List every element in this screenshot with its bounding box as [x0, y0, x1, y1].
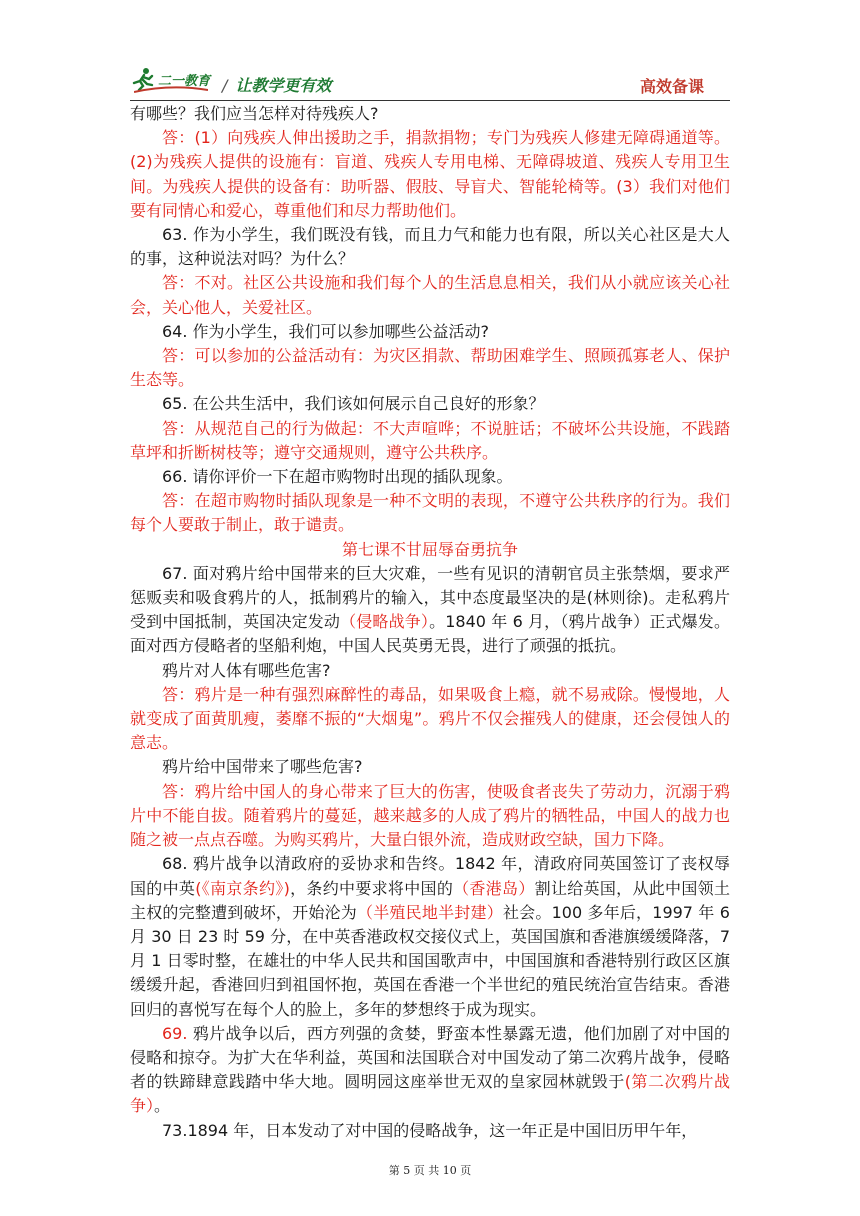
text-run: （侵略战争） [340, 612, 430, 632]
text-run: 答：(1）向残疾人伸出援助之手，捐款捐物；专门为残疾人修建无障碍通道等。(2)为残疾人提供的设施有：盲道、残疾人专用电梯、无障碍坡道、残疾人专用卫生间。为残疾人提供的设备有：助听器、假肢、导盲犬、智能轮椅等。(3）我们对他们要有同情心和爱心，尊重他们和尽力帮助他们。 [130, 128, 730, 220]
text-run: 答：鸦片是一种有强烈麻醉性的毒品，如果吸食上瘾，就不易戒除。慢慢地，人就变成了面黄肌瘦，萎靡不振的“大烟鬼”。鸦片不仅会摧残人的健康，还会侵蚀人的意志。 [130, 684, 730, 753]
slogan-slash: / [222, 76, 228, 95]
answer-paragraph [130, 683, 730, 756]
text-run: 鸦片战争以后，西方列强的贪婪，野蛮本性暴露无遗，他们加剧了对中国的侵略和掠夺。为扩大在华利益，英国和法国联合对中国发动了第二次鸦片战争，侵略者的铁蹄肆意践踏中华大地。圆明园这座举世无双的皇家园林就毁于 [130, 1023, 730, 1092]
text-run: （半殖民地半封建） [357, 902, 503, 922]
question-paragraph [130, 392, 730, 416]
question-paragraph [130, 755, 730, 779]
text-run: (《南京条约》) [195, 878, 290, 898]
answer-paragraph [130, 417, 730, 465]
answer-paragraph [130, 126, 730, 223]
text-run: 割让给英国，从此中国领土主权的完整遭到破坏，开始沦为 [130, 878, 730, 922]
text-run: 67. 面对鸦片给中国带来的巨大灾难，一些有见识的清朝官员主张禁烟，要求严惩贩卖和吸食鸦片的人，抵制鸦片的输入，其中态度最坚决的是(林则徐)。走私鸦片受到中国抵制，英国决定发动 [130, 563, 730, 632]
slogan-text: 让教学更有效 [235, 76, 332, 95]
answer-paragraph [130, 489, 730, 537]
question-paragraph [130, 1022, 730, 1119]
text-run: 鸦片对人体有哪些危害? [162, 660, 331, 680]
text-run: 69. [162, 1023, 188, 1043]
text-run: 答：可以参加的公益活动有：为灾区捐款、帮助困难学生、照顾孤寡老人、保护生态等。 [130, 346, 730, 390]
question-paragraph [130, 223, 730, 271]
question-paragraph [130, 659, 730, 683]
text-run: 答：在超市购物时插队现象是一种不文明的表现，不遵守公共秩序的行为。我们每个人要敢于制止，敢于谴责。 [130, 491, 730, 535]
text-run: 第七课不甘屈辱奋勇抗争 [341, 539, 518, 559]
page-footer: 第 5 页 共 10 页 [388, 1164, 472, 1177]
logo-text: 二一教育 [158, 73, 211, 89]
text-run: 。1840 年 6 月，（鸦片战争）正式爆发。面对西方侵略者的坚船利炮，中国人民英勇无畏，进行了顽强的抵抗。 [130, 612, 730, 656]
question-paragraph [130, 1119, 730, 1143]
answer-paragraph [130, 271, 730, 319]
text-run: (第二次鸦片战争） [130, 1072, 730, 1116]
text-run: 答：从规范自己的行为做起：不大声喧哗；不说脏话；不破坏公共设施，不践踏草坪和折断树枝等；遵守交通规则，遵守公共秩序。 [130, 418, 730, 462]
text-run: 社会。100 多年后，1997 年 6 月 30 日 23 时 59 分，在中英香港政权交接仪式上，英国国旗和香港旗缓缓降落，7 月 1 日零时整，在雄壮的中华人民共和国国歌声中，中国国旗和香港特别行政区区旗缓缓升起，香港回归到祖国怀抱，英国在香港一个半世纪的殖民统治宣告结束。香港回归的喜悦写在每个人的脸上，多年的梦想终于成为现实。 [130, 902, 730, 1019]
question-paragraph [130, 320, 730, 344]
text-run: 66. 请你评价一下在超市购物时出现的插队现象。 [162, 467, 513, 487]
logo-swoosh [134, 86, 208, 94]
answer-paragraph [130, 780, 730, 853]
question-paragraph [130, 562, 730, 659]
question-paragraph [130, 852, 730, 1021]
text-run: 有哪些？我们应当怎样对待残疾人? [130, 104, 379, 123]
header-tag: 高效备课 [639, 77, 704, 96]
question-paragraph [130, 465, 730, 489]
document-body [130, 102, 730, 1143]
answer-paragraph [130, 344, 730, 392]
text-run: 答：鸦片给中国人的身心带来了巨大的伤害，使吸食者丧失了劳动力，沉溺于鸦片中不能自拔。随着鸦片的蔓延，越来越多的人成了鸦片的牺牲品，中国人的战力也随之被一点点吞噬。为购买鸦片，大量白银外流，造成财政空缺，国力下降。 [130, 781, 730, 850]
text-run: 68. 鸦片战争以清政府的妥协求和告终。1842 年，清政府同英国签订了丧权辱国的中英 [130, 854, 730, 898]
question-paragraph [130, 102, 730, 126]
page-header [130, 64, 730, 101]
text-run: 63. 作为小学生，我们既没有钱，而且力气和能力也有限，所以关心社区是大人的事，这种说法对吗？为什么？ [130, 225, 730, 269]
text-run: 64. 作为小学生，我们可以参加哪些公益活动? [162, 321, 490, 341]
text-run: 73.1894 年，日本发动了对中国的侵略战争，这一年正是中国旧历甲午年， [162, 1120, 698, 1140]
lesson-title [130, 538, 730, 562]
text-run: ，条约中要求将中国的 [289, 878, 454, 898]
text-run: 答：不对。社区公共设施和我们每个人的生活息息相关，我们从小就应该关心社会，关心他人，关爱社区。 [130, 273, 730, 317]
text-run: 鸦片给中国带来了哪些危害? [162, 757, 363, 777]
text-run: 65. 在公共生活中，我们该如何展示自己良好的形象？ [162, 394, 545, 414]
text-run: （香港岛） [453, 878, 535, 898]
slogan [222, 73, 331, 96]
text-run: 。 [154, 1096, 171, 1116]
